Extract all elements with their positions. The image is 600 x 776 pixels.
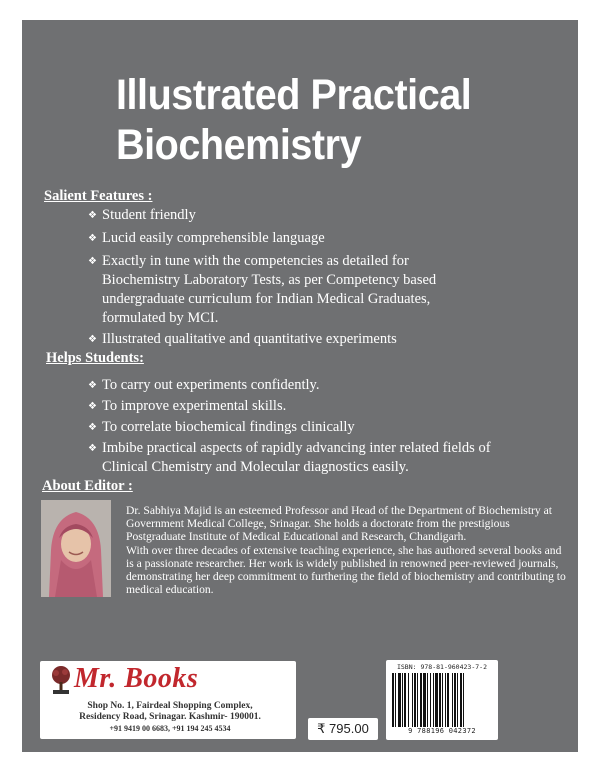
publisher-phone: +91 9419 00 6683, +91 194 245 4534 xyxy=(109,724,231,733)
publisher-address-line-2: Residency Road, Srinagar. Kashmir- 190001. xyxy=(79,712,261,722)
price-label: ₹ 795.00 xyxy=(308,718,378,740)
diamond-bullet-icon: ❖ xyxy=(88,422,97,433)
editor-bio-paragraph-2: With over three decades of extensive teaching experience, she has authored several books and is a passionate researcher. Her work is widely published in renowned peer-reviewed journals, demonstrating her deep commitment to furthering the field of biochemistry and contributing to medical education. xyxy=(126,543,566,597)
list-item: ❖ Imbibe practical aspects of rapidly advancing inter related fields of Clinical Chemistry and Molecular diagnostics easily. xyxy=(88,440,491,475)
isbn-label: ISBN: 978-81-960423-7-2 xyxy=(396,663,487,671)
editor-bio xyxy=(126,504,566,596)
list-item: ❖ Illustrated qualitative and quantitative experiments xyxy=(88,331,397,347)
list-item: ❖ Exactly in tune with the competencies as detailed for Biochemistry Laboratory Tests, as per Competency based undergraduate curriculum for Indian Medical Graduates, formulated by MCI. xyxy=(88,253,437,326)
list-item: ❖ To correlate biochemical findings clinically xyxy=(88,419,355,435)
diamond-bullet-icon: ❖ xyxy=(88,233,97,244)
barcode-box xyxy=(386,660,498,740)
publisher-box xyxy=(40,661,296,739)
helps-students-list xyxy=(88,376,558,477)
book-title: Illustrated Practical Biochemistry xyxy=(116,71,472,169)
diamond-bullet-icon: ❖ xyxy=(88,401,97,412)
about-editor-heading: About Editor : xyxy=(42,478,133,494)
editor-photo xyxy=(41,500,111,597)
list-item: ❖ Student friendly xyxy=(88,207,196,223)
barcode-digits: 9 788196 042372 xyxy=(408,727,476,735)
list-item: ❖ To improve experimental skills. xyxy=(88,398,287,414)
list-item: ❖ To carry out experiments confidently. xyxy=(88,377,320,393)
barcode-icon xyxy=(392,673,492,727)
publisher-address-line-1: Shop No. 1, Fairdeal Shopping Complex, xyxy=(87,701,253,711)
publisher-name: Mr. Books xyxy=(74,663,199,694)
editor-bio-paragraph-1: Dr. Sabhiya Majid is an esteemed Professor and Head of the Department of Biochemistry at Government Medical College, Srinagar. She holds a doctorate from the prestigious Postgraduate Institute of Medical Educational and Research, Chandigarh. xyxy=(126,504,552,544)
helps-students-heading: Helps Students: xyxy=(46,350,144,366)
diamond-bullet-icon: ❖ xyxy=(88,443,97,454)
diamond-bullet-icon: ❖ xyxy=(88,334,97,345)
publisher-tree-logo-icon xyxy=(50,665,72,695)
editor-portrait-icon xyxy=(41,500,111,597)
diamond-bullet-icon: ❖ xyxy=(88,380,97,391)
diamond-bullet-icon: ❖ xyxy=(88,256,97,267)
salient-features-list xyxy=(88,206,558,349)
list-item: ❖ Lucid easily comprehensible language xyxy=(88,230,325,246)
diamond-bullet-icon: ❖ xyxy=(88,210,97,221)
salient-features-heading: Salient Features : xyxy=(44,188,153,204)
back-cover xyxy=(22,20,578,752)
